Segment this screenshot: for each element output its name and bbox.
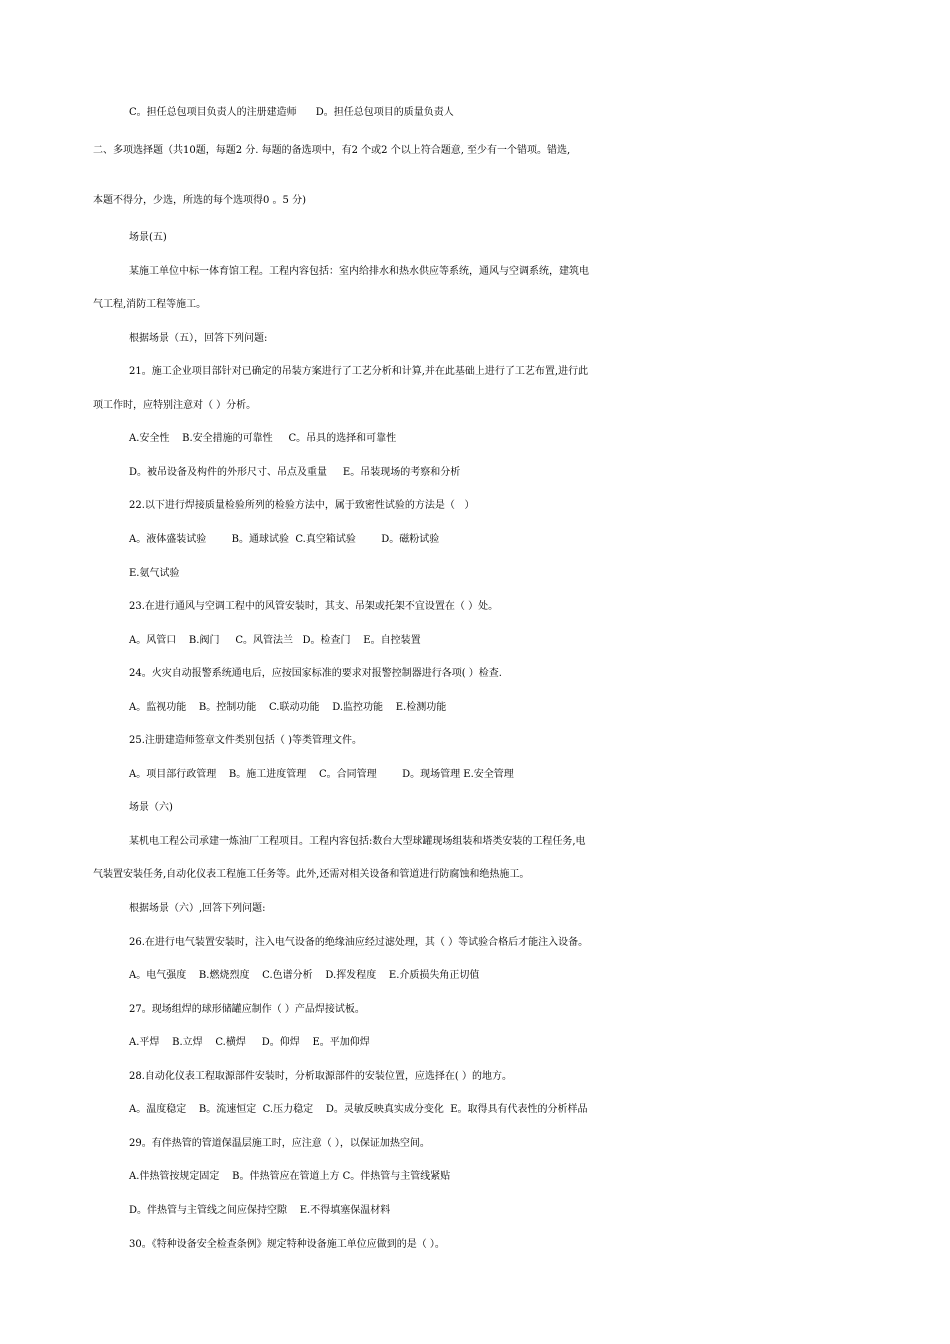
question-22-options-a-d: A。液体盛装试验 B。通球试验 C.真空箱试验 D。磁粉试验 [129,534,440,545]
scenario-six-text: 某机电工程公司承建一炼油厂工程项目。工程内容包括:数台大型球罐现场组装和塔类安装的工程任务,电 [129,836,586,847]
question-29: 29。有伴热管的管道保温层施工时，应注意（ ），以保证加热空间。 [129,1138,430,1149]
question-21-options-d-e: D。被吊设备及构件的外形尺寸、吊点及重量 E。吊装现场的考察和分析 [129,467,461,478]
scenario-five-prompt: 根据场景（五），回答下列问题: [129,333,268,344]
question-26-options: A。电气强度 B.燃烧烈度 C.色谱分析 D.挥发程度 E.介质损失角正切值 [129,970,480,981]
question-24-options: A。监视功能 B。控制功能 C.联动功能 D.监控功能 E.检测功能 [129,702,447,713]
question-21-options-a-c: A.安全性 B.安全措施的可靠性 C。吊具的选择和可靠性 [129,433,397,444]
scenario-five-text: 某施工单位中标一体育馆工程。工程内容包括：室内给排水和热水供应等系统，通风与空调系统，建筑电 [129,266,589,277]
question-22-option-e: E.氨气试验 [129,568,180,579]
question-27: 27。现场组焊的球形储罐应制作（ ）产品焊接试板。 [129,1004,365,1015]
question-21: 21。施工企业项目部针对已确定的吊装方案进行了工艺分析和计算,并在此基础上进行了工艺布置,进行此 [129,366,589,377]
question-21-cont: 项工作时，应特别注意对（ ）分析。 [93,400,257,411]
question-23: 23.在进行通风与空调工程中的风管安装时，其支、吊架或托架不宜设置在（ ）处。 [129,601,499,612]
question-26: 26.在进行电气装置安装时，注入电气设备的绝缘油应经过滤处理，其（ ）等试验合格后才能注入设备。 [129,937,589,948]
scenario-five-text-cont: 气工程,消防工程等施工。 [93,299,207,310]
question-29-options-a-c: A.伴热管按规定固定 B。伴热管应在管道上方 C。伴热管与主管线紧贴 [129,1171,451,1182]
question-28: 28.自动化仪表工程取源部件安装时，分析取源部件的安装位置，应选择在( ）的地方。 [129,1071,512,1082]
option-line-c-d: C。担任总包项目负责人的注册建造师 D。担任总包项目的质量负责人 [129,107,454,118]
question-25: 25.注册建造师签章文件类别包括（ )等类管理文件。 [129,735,362,746]
scenario-six-text-cont: 气装置安装任务,自动化仪表工程施工任务等。此外,还需对相关设备和管道进行防腐蚀和绝热施工。 [93,869,530,880]
section-heading-multiple-choice: 二、多项选择题（共10题，每题2 分. 每题的备选项中，有2 个或2 个以上符合题意, 至少有一个错项。错选, [93,145,571,156]
question-24: 24。火灾自动报警系统通电后，应按国家标准的要求对报警控制器进行各项( ）检查. [129,668,502,679]
question-25-options: A。项目部行政管理 B。施工进度管理 C。合同管理 D。现场管理 E.安全管理 [129,769,514,780]
question-29-options-d-e: D。伴热管与主管线之间应保持空隙 E.不得填塞保温材料 [129,1205,391,1216]
scenario-six-prompt: 根据场景（六）,回答下列问题: [129,903,266,914]
question-28-options: A。温度稳定 B。流速恒定 C.压力稳定 D。灵敏反映真实成分变化 E。取得具有代表性的分析样品 [129,1104,588,1115]
question-23-options: A。风管口 B.阀门 C。风管法兰 D。检查门 E。自控装置 [129,635,421,646]
section-heading-continued: 本题不得分，少选，所选的每个选项得0 。5 分) [93,195,306,206]
question-22: 22.以下进行焊接质量检验所列的检验方法中，属于致密性试验的方法是（ ） [129,500,475,511]
scenario-five-title: 场景(五) [129,232,167,243]
question-27-options: A.平焊 B.立焊 C.横焊 D。仰焊 E。平加仰焊 [129,1037,370,1048]
question-30: 30。《特种设备安全检查条例》规定特种设备施工单位应做到的是（ ）。 [129,1239,445,1250]
scenario-six-title: 场景（六) [129,802,173,813]
